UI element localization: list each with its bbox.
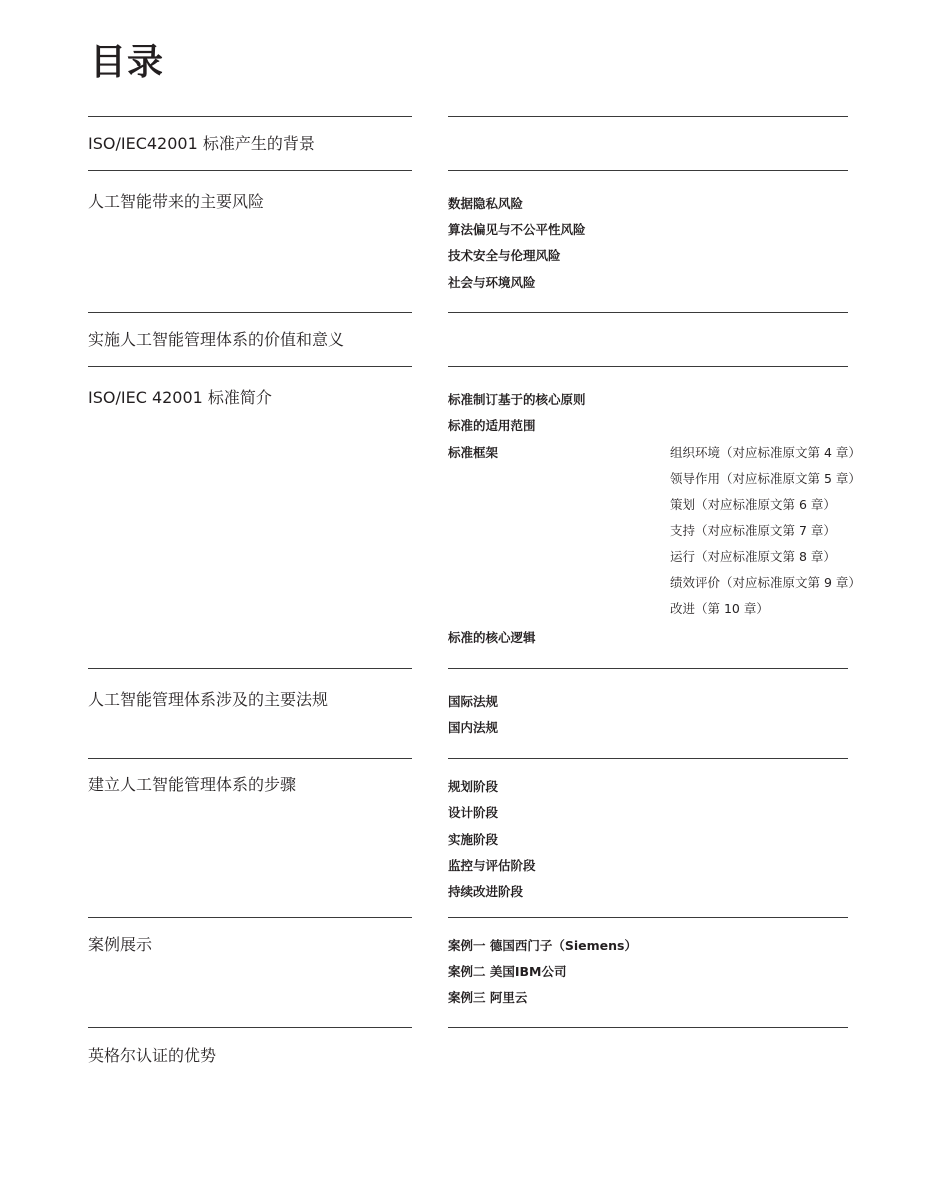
divider — [448, 758, 848, 759]
toc-subitem[interactable]: 国内法规 — [448, 720, 499, 735]
toc-subitem[interactable]: 设计阶段 — [448, 805, 499, 820]
toc-subitem[interactable]: 技术安全与伦理风险 — [448, 248, 561, 263]
toc-subitem[interactable]: 案例一 德国西门子（Siemens） — [448, 938, 637, 953]
divider — [88, 366, 412, 367]
divider — [448, 312, 848, 313]
toc-subitem[interactable]: 标准框架 — [448, 445, 499, 460]
toc-subitem[interactable]: 标准的适用范围 — [448, 418, 536, 433]
toc-subsubitem[interactable]: 改进（第 10 章） — [670, 601, 769, 616]
divider — [448, 668, 848, 669]
toc-subsubitem[interactable]: 绩效评价（对应标准原文第 9 章） — [670, 575, 861, 590]
toc-subitem[interactable]: 案例三 阿里云 — [448, 990, 528, 1005]
divider — [448, 917, 848, 918]
toc-subitem[interactable]: 规划阶段 — [448, 779, 499, 794]
toc-subitem[interactable]: 数据隐私风险 — [448, 196, 524, 211]
toc-subitem[interactable]: 持续改进阶段 — [448, 884, 524, 899]
toc-subsubitem[interactable]: 支持（对应标准原文第 7 章） — [670, 523, 836, 538]
toc-section-title[interactable]: 英格尔认证的优势 — [88, 1046, 217, 1065]
divider — [88, 312, 412, 313]
divider — [88, 1027, 412, 1028]
toc-section-title[interactable]: 人工智能带来的主要风险 — [88, 192, 265, 211]
divider — [88, 758, 412, 759]
toc-section-title[interactable]: 实施人工智能管理体系的价值和意义 — [88, 330, 345, 349]
toc-subitem[interactable]: 社会与环境风险 — [448, 275, 536, 290]
page-title: 目录 — [90, 42, 165, 83]
divider — [88, 917, 412, 918]
toc-subitem[interactable]: 案例二 美国IBM公司 — [448, 964, 567, 979]
toc-subitem[interactable]: 算法偏见与不公平性风险 — [448, 222, 586, 237]
toc-section-title[interactable]: 案例展示 — [88, 935, 153, 954]
toc-subsubitem[interactable]: 运行（对应标准原文第 8 章） — [670, 549, 836, 564]
toc-subitem[interactable]: 国际法规 — [448, 694, 499, 709]
toc-subsubitem[interactable]: 领导作用（对应标准原文第 5 章） — [670, 471, 861, 486]
divider — [448, 170, 848, 171]
toc-subsubitem[interactable]: 组织环境（对应标准原文第 4 章） — [670, 445, 861, 460]
toc-subsubitem[interactable]: 策划（对应标准原文第 6 章） — [670, 497, 836, 512]
toc-section-title[interactable]: ISO/IEC 42001 标准简介 — [88, 388, 272, 407]
divider — [448, 116, 848, 117]
divider — [448, 1027, 848, 1028]
toc-section-title[interactable]: 人工智能管理体系涉及的主要法规 — [88, 690, 329, 709]
toc-subitem[interactable]: 标准的核心逻辑 — [448, 630, 536, 645]
divider — [448, 366, 848, 367]
divider — [88, 668, 412, 669]
toc-subitem[interactable]: 标准制订基于的核心原则 — [448, 392, 586, 407]
toc-section-title[interactable]: 建立人工智能管理体系的步骤 — [88, 775, 297, 794]
divider — [88, 116, 412, 117]
toc-subitem[interactable]: 实施阶段 — [448, 832, 499, 847]
toc-section-title[interactable]: ISO/IEC42001 标准产生的背景 — [88, 134, 315, 153]
toc-subitem[interactable]: 监控与评估阶段 — [448, 858, 536, 873]
divider — [88, 170, 412, 171]
